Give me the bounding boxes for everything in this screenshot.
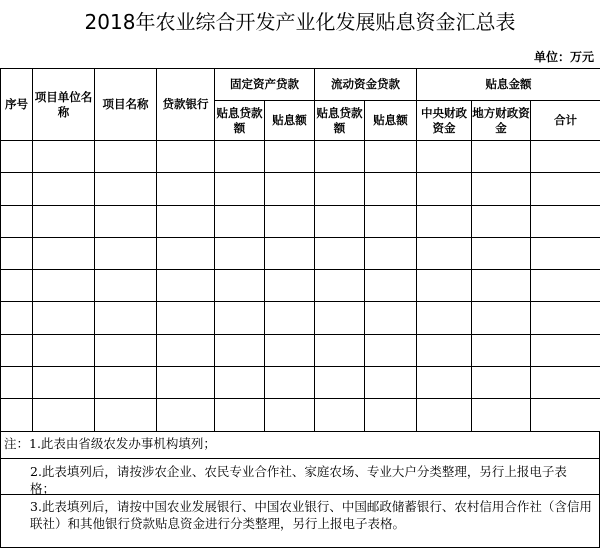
header-working-interest: 贴息额 bbox=[365, 101, 417, 141]
table-cell[interactable] bbox=[417, 141, 472, 173]
table-cell[interactable] bbox=[33, 237, 95, 269]
table-body bbox=[1, 141, 600, 432]
table-cell[interactable] bbox=[315, 302, 365, 334]
table-cell[interactable] bbox=[33, 173, 95, 205]
table-row bbox=[1, 237, 600, 269]
table-cell[interactable] bbox=[215, 205, 265, 237]
table-cell[interactable] bbox=[265, 334, 315, 366]
table-cell[interactable] bbox=[365, 173, 417, 205]
table-cell[interactable] bbox=[215, 399, 265, 431]
table-cell[interactable] bbox=[472, 334, 531, 366]
table-cell[interactable] bbox=[215, 302, 265, 334]
table-cell[interactable] bbox=[157, 205, 215, 237]
table-cell[interactable] bbox=[1, 334, 33, 366]
table-cell[interactable] bbox=[33, 367, 95, 399]
table-row bbox=[1, 399, 600, 431]
table-cell[interactable] bbox=[1, 399, 33, 431]
table-cell[interactable] bbox=[33, 205, 95, 237]
table-cell[interactable] bbox=[531, 270, 600, 302]
table-cell[interactable] bbox=[472, 302, 531, 334]
table-cell[interactable] bbox=[1, 270, 33, 302]
table-cell[interactable] bbox=[472, 141, 531, 173]
table-cell[interactable] bbox=[531, 367, 600, 399]
table-cell[interactable] bbox=[531, 141, 600, 173]
table-cell[interactable] bbox=[157, 399, 215, 431]
table-cell[interactable] bbox=[157, 302, 215, 334]
table-cell[interactable] bbox=[365, 399, 417, 431]
table-cell[interactable] bbox=[315, 141, 365, 173]
table-cell[interactable] bbox=[157, 173, 215, 205]
table-cell[interactable] bbox=[417, 367, 472, 399]
table-cell[interactable] bbox=[315, 334, 365, 366]
table-cell[interactable] bbox=[95, 205, 157, 237]
unit-label: 单位：万元 bbox=[533, 50, 594, 64]
table-row bbox=[1, 270, 600, 302]
header-working-capital-loan: 流动资金贷款 bbox=[315, 69, 417, 101]
table-cell[interactable] bbox=[472, 173, 531, 205]
header-fixed-asset-loan: 固定资产贷款 bbox=[215, 69, 315, 101]
table-cell[interactable] bbox=[315, 173, 365, 205]
table-cell[interactable] bbox=[365, 205, 417, 237]
table-row bbox=[1, 334, 600, 366]
table-cell[interactable] bbox=[265, 302, 315, 334]
table-cell[interactable] bbox=[417, 270, 472, 302]
table-cell[interactable] bbox=[1, 302, 33, 334]
header-project-name: 项目名称 bbox=[95, 69, 157, 141]
table-cell[interactable] bbox=[472, 399, 531, 431]
table-cell[interactable] bbox=[33, 399, 95, 431]
table-cell[interactable] bbox=[265, 173, 315, 205]
table-cell[interactable] bbox=[33, 270, 95, 302]
table-cell[interactable] bbox=[95, 237, 157, 269]
header-subsidy-amount: 贴息金额 bbox=[417, 69, 600, 101]
page-title: 2018年农业综合开发产业化发展贴息资金汇总表 bbox=[84, 10, 516, 34]
header-row-1 bbox=[1, 69, 600, 101]
note-1: 注：1.此表由省级农发办事机构填列； bbox=[4, 436, 216, 451]
table-cell[interactable] bbox=[472, 270, 531, 302]
table-cell[interactable] bbox=[315, 270, 365, 302]
table-cell[interactable] bbox=[95, 302, 157, 334]
table-cell[interactable] bbox=[265, 367, 315, 399]
table-cell[interactable] bbox=[417, 334, 472, 366]
table-cell[interactable] bbox=[265, 205, 315, 237]
table-cell[interactable] bbox=[33, 141, 95, 173]
header-working-subsidized-loan: 贴息贷款额 bbox=[315, 101, 365, 141]
table-cell[interactable] bbox=[531, 334, 600, 366]
table-cell[interactable] bbox=[157, 334, 215, 366]
table-cell[interactable] bbox=[215, 334, 265, 366]
header-fixed-subsidized-loan: 贴息贷款额 bbox=[215, 101, 265, 141]
header-bank: 贷款银行 bbox=[157, 69, 215, 141]
table-row bbox=[1, 141, 600, 173]
table-cell[interactable] bbox=[215, 270, 265, 302]
table-cell[interactable] bbox=[265, 141, 315, 173]
header-total: 合计 bbox=[531, 101, 600, 141]
note-left-border bbox=[0, 431, 1, 548]
table-cell[interactable] bbox=[95, 334, 157, 366]
table-cell[interactable] bbox=[365, 334, 417, 366]
table-cell[interactable] bbox=[95, 141, 157, 173]
table-cell[interactable] bbox=[33, 302, 95, 334]
table-cell[interactable] bbox=[95, 399, 157, 431]
table-cell[interactable] bbox=[365, 367, 417, 399]
table-cell[interactable] bbox=[417, 399, 472, 431]
table-cell[interactable] bbox=[1, 141, 33, 173]
table-cell[interactable] bbox=[157, 237, 215, 269]
note-2: 2.此表填列后，请按涉农企业、农民专业合作社、家庭农场、专业大户分类整理，另行上报电子表格； bbox=[30, 464, 567, 496]
table-cell[interactable] bbox=[1, 237, 33, 269]
table-cell[interactable] bbox=[417, 237, 472, 269]
table-cell[interactable] bbox=[531, 205, 600, 237]
table-cell[interactable] bbox=[265, 237, 315, 269]
table-cell[interactable] bbox=[365, 237, 417, 269]
note-3: 3.此表填列后，请按中国农业发展银行、中国农业银行、中国邮政储蓄银行、农村信用合作社（含信用联社）和其他银行贷款贴息资金进行分类整理，另行上报电子表格。 bbox=[30, 499, 592, 531]
header-fixed-interest: 贴息额 bbox=[265, 101, 315, 141]
table-cell[interactable] bbox=[1, 173, 33, 205]
table-cell[interactable] bbox=[95, 173, 157, 205]
table-cell[interactable] bbox=[472, 367, 531, 399]
table-cell[interactable] bbox=[472, 237, 531, 269]
header-central-finance: 中央财政资金 bbox=[417, 101, 472, 141]
table-cell[interactable] bbox=[157, 367, 215, 399]
table-cell[interactable] bbox=[365, 270, 417, 302]
table-cell[interactable] bbox=[315, 399, 365, 431]
table-cell[interactable] bbox=[95, 270, 157, 302]
table-cell[interactable] bbox=[315, 205, 365, 237]
note-divider-1 bbox=[0, 458, 600, 459]
table-cell[interactable] bbox=[417, 302, 472, 334]
note-divider-2 bbox=[0, 494, 600, 495]
table-cell[interactable] bbox=[33, 334, 95, 366]
table-cell[interactable] bbox=[531, 399, 600, 431]
table-cell[interactable] bbox=[417, 205, 472, 237]
subsidy-summary-table bbox=[0, 68, 600, 432]
table-cell[interactable] bbox=[315, 367, 365, 399]
table-cell[interactable] bbox=[215, 237, 265, 269]
header-local-finance: 地方财政资金 bbox=[472, 101, 531, 141]
table-cell[interactable] bbox=[417, 173, 472, 205]
table-cell[interactable] bbox=[472, 205, 531, 237]
table-cell[interactable] bbox=[157, 270, 215, 302]
table-cell[interactable] bbox=[265, 270, 315, 302]
table-cell[interactable] bbox=[531, 302, 600, 334]
header-unit-name: 项目单位名称 bbox=[33, 69, 95, 141]
table-row bbox=[1, 205, 600, 237]
table-cell[interactable] bbox=[531, 173, 600, 205]
table-row bbox=[1, 173, 600, 205]
table-cell[interactable] bbox=[531, 237, 600, 269]
table-cell[interactable] bbox=[157, 141, 215, 173]
table-cell[interactable] bbox=[1, 367, 33, 399]
table-row bbox=[1, 367, 600, 399]
table-cell[interactable] bbox=[365, 302, 417, 334]
table-cell[interactable] bbox=[215, 173, 265, 205]
table-cell[interactable] bbox=[365, 141, 417, 173]
header-seq: 序号 bbox=[1, 69, 33, 141]
table-cell[interactable] bbox=[95, 367, 157, 399]
table-cell[interactable] bbox=[1, 205, 33, 237]
table-cell[interactable] bbox=[265, 399, 315, 431]
table-cell[interactable] bbox=[215, 367, 265, 399]
table-cell[interactable] bbox=[315, 237, 365, 269]
table-cell[interactable] bbox=[215, 141, 265, 173]
table-row bbox=[1, 302, 600, 334]
